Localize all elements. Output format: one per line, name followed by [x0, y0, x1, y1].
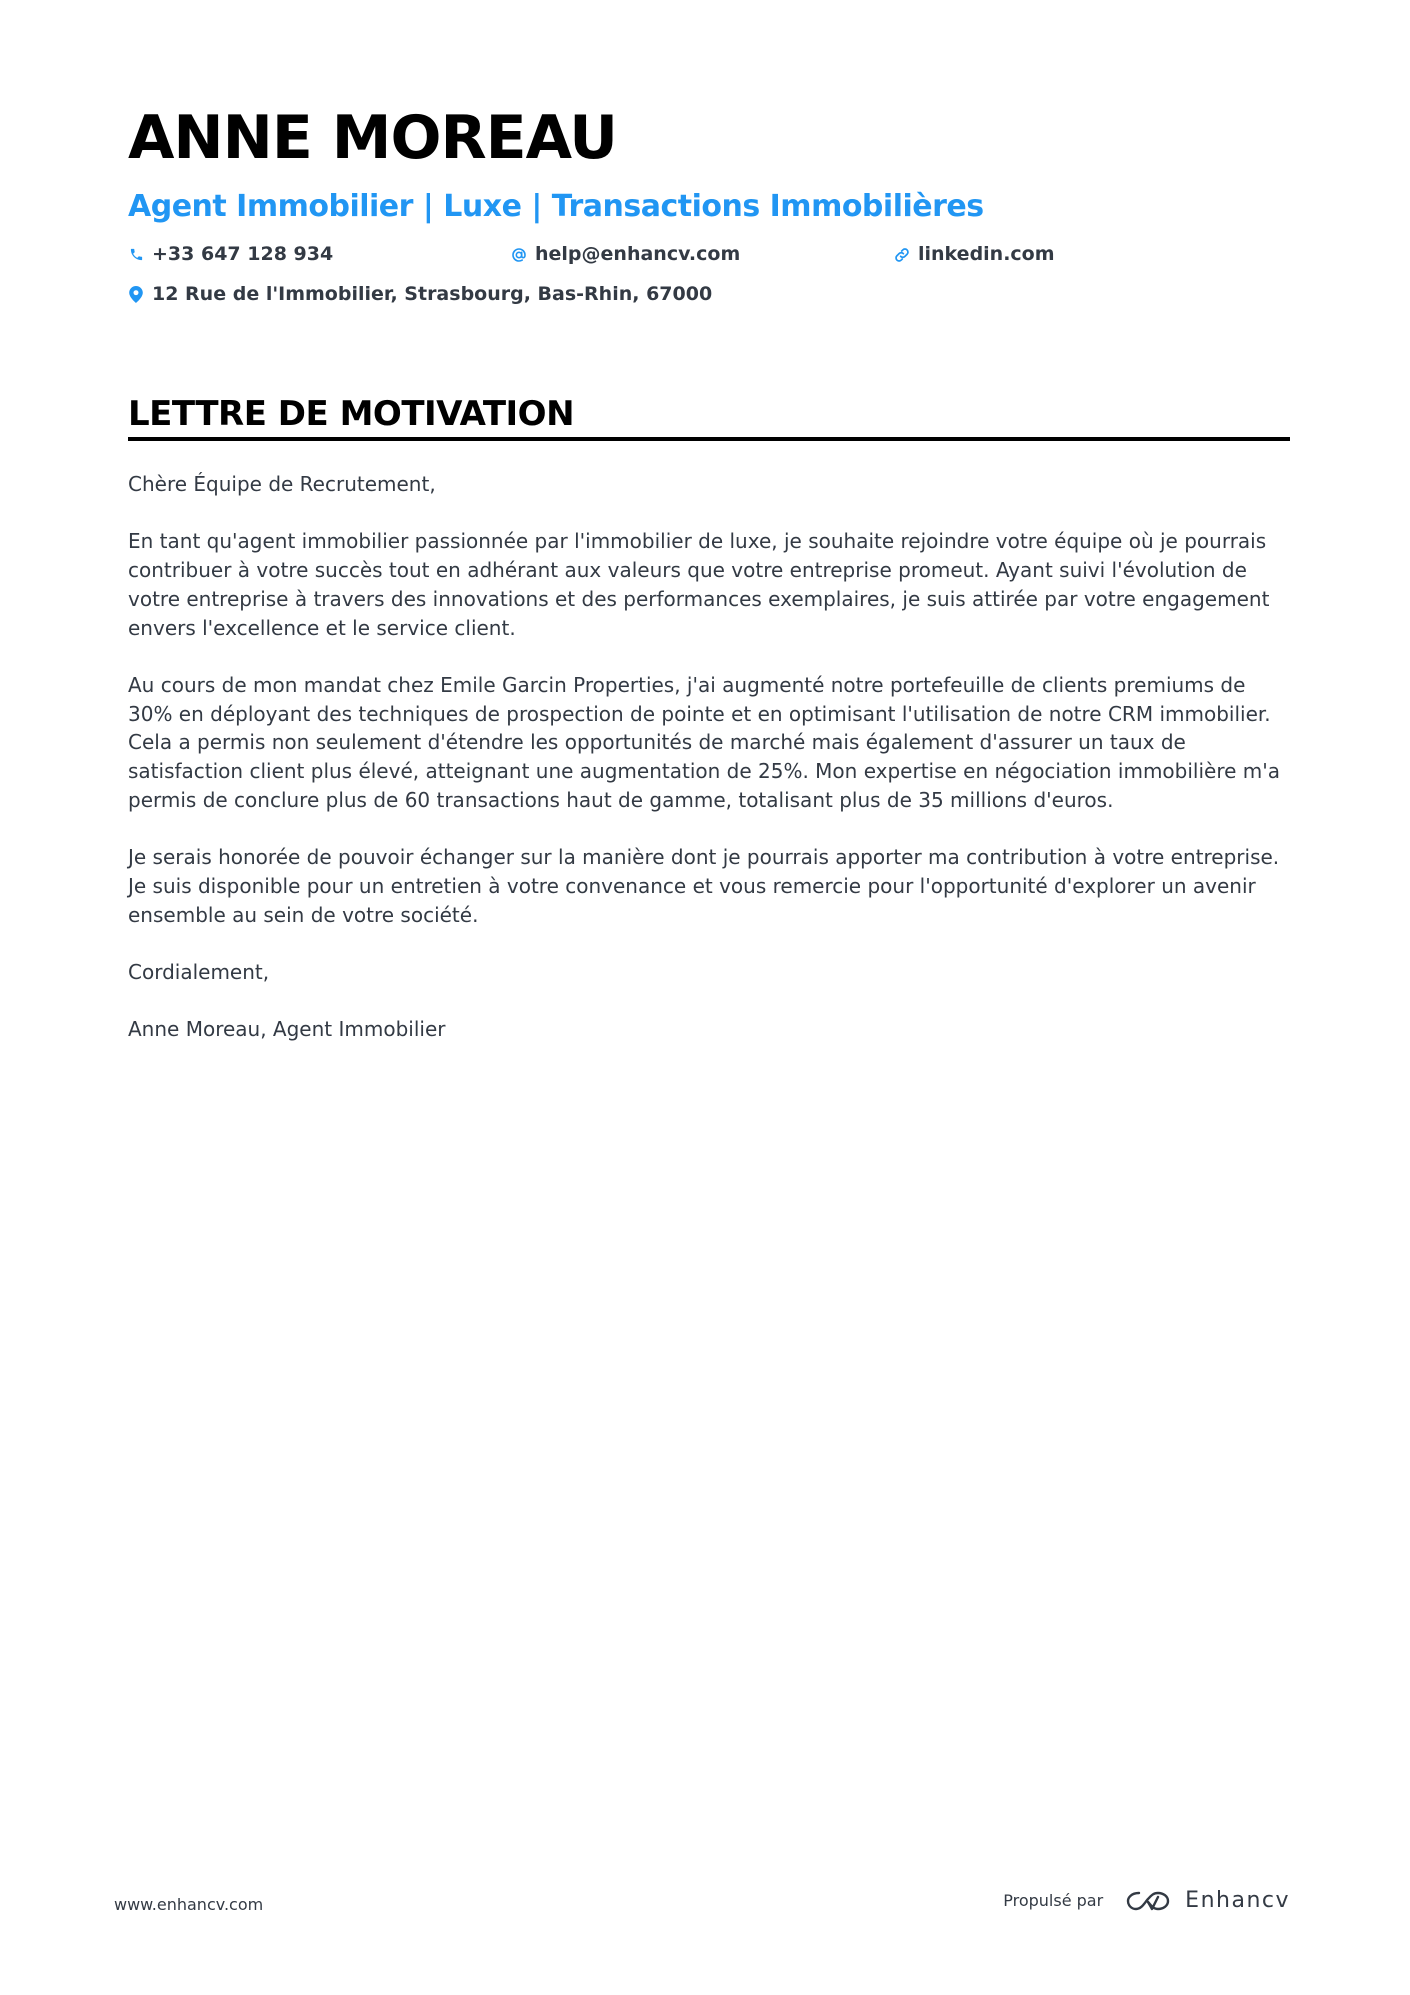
location-pin-icon — [128, 287, 144, 303]
letter-body — [128, 470, 1290, 1073]
email-value: help@enhancv.com — [535, 243, 741, 265]
contact-address — [128, 285, 712, 304]
footer-website: www.enhancv.com — [114, 1895, 264, 1914]
enhancv-logo-icon — [1125, 1889, 1171, 1913]
candidate-name: ANNE MOREAU — [128, 103, 617, 173]
letter-paragraph: En tant qu'agent immobilier passionnée par l'immobilier de luxe, je souhaite rejoindre votre équipe où je pourrais contribuer à votre succès tout en adhérant aux valeurs que votre entreprise promeut. Ayant suivi l'évolution de votre entreprise à travers des innovations et des performances exemplaires, je suis attirée par votre engagement envers l'excellence et le service client. — [128, 529, 1270, 640]
contact-email — [511, 245, 740, 264]
at-icon — [511, 247, 527, 263]
letter-paragraph: Au cours de mon mandat chez Emile Garcin Properties, j'ai augmenté notre portefeuille de clients premiums de 30% en déployant des techniques de prospection de pointe et en optimisant l'utilisation de notre CRM immobilier. Cela a permis non seulement d'étendre les opportunités de marché mais également d'assurer un taux de satisfaction client plus élevé, atteignant une augmentation de 25%. Mon expertise en négociation immobilière m'a permis de conclure plus de 60 transactions haut de gamme, totalisant plus de 35 millions d'euros. — [128, 672, 1281, 812]
letter-greeting: Chère Équipe de Recrutement, — [128, 472, 436, 496]
letter-signature: Anne Moreau, Agent Immobilier — [128, 1017, 446, 1042]
letter-paragraph: Je serais honorée de pouvoir échanger sur la manière dont je pourrais apporter ma contribution à votre entreprise. Je suis disponible pour un entretien à votre convenance et vous remercie pour l'opportunité d'explorer un avenir ensemble au sein de votre société. — [128, 845, 1280, 927]
candidate-title: Agent Immobilier | Luxe | Transactions Immobilières — [128, 189, 984, 224]
section-divider — [128, 437, 1290, 441]
phone-value: +33 647 128 934 — [152, 243, 334, 265]
section-title: LETTRE DE MOTIVATION — [128, 394, 575, 434]
phone-icon — [128, 247, 144, 263]
letter-closing: Cordialement, — [128, 959, 270, 984]
footer-branding — [1003, 1888, 1290, 1913]
address-value: 12 Rue de l'Immobilier, Strasbourg, Bas-Rhin, 67000 — [152, 283, 713, 305]
linkedin-value: linkedin.com — [918, 243, 1055, 265]
powered-by-label: Propulsé par — [1003, 1891, 1104, 1910]
link-icon — [894, 247, 910, 263]
contact-linkedin — [894, 245, 1055, 264]
contact-phone — [128, 245, 333, 264]
brand-name: Enhancv — [1185, 1888, 1290, 1913]
